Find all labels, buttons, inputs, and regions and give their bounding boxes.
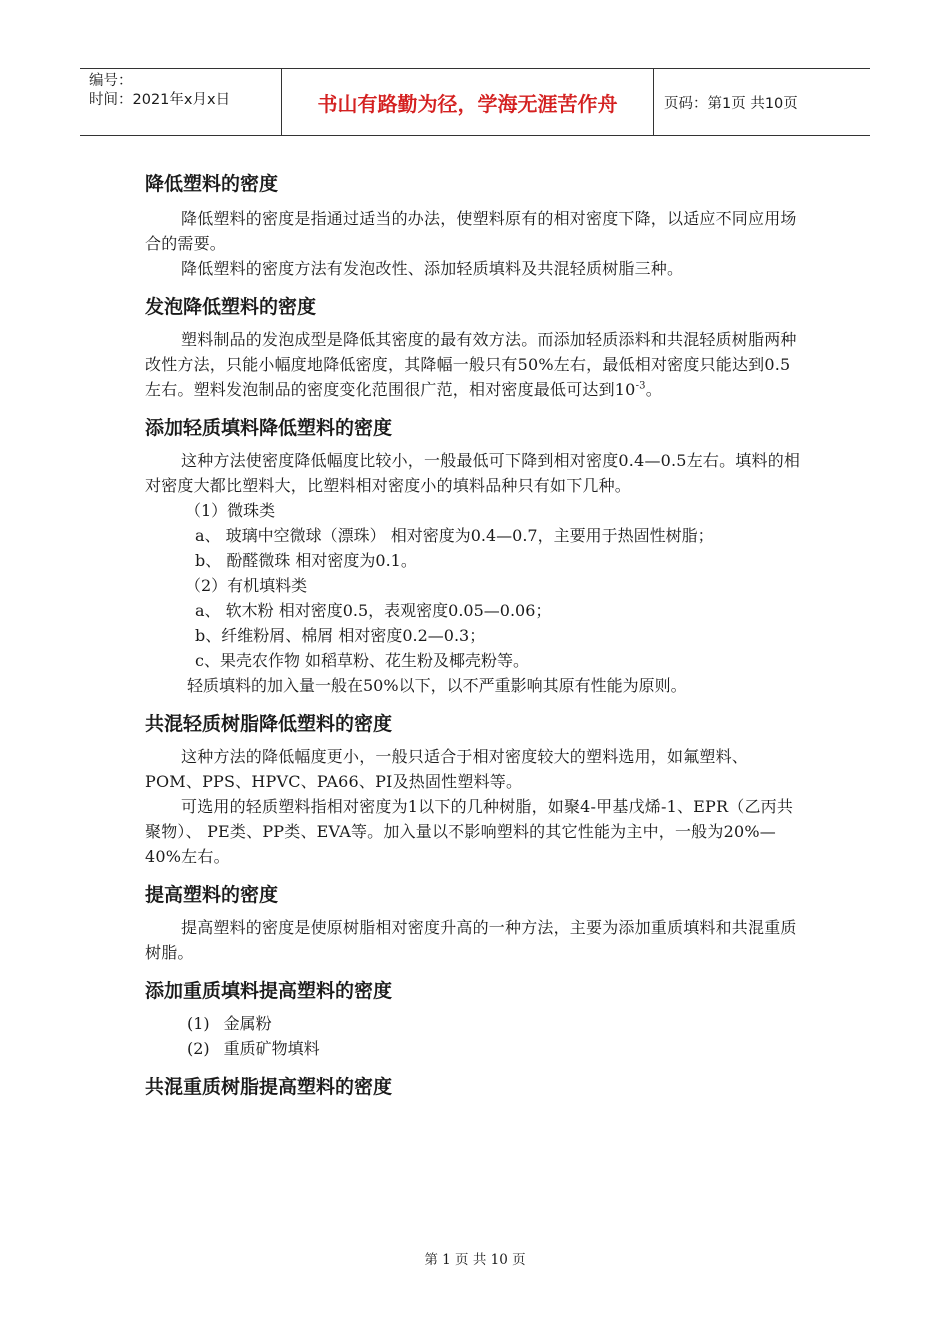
header-motto: 书山有路勤为径，学海无涯苦作舟	[282, 69, 654, 135]
page-header	[80, 68, 870, 136]
list-number: (1)	[187, 1014, 210, 1033]
list-item: b、纤维粉屑、棉屑 相对密度0.2—0.3；	[195, 626, 486, 645]
list-item	[145, 1011, 805, 1036]
list-item: a、 玻璃中空微球（漂珠） 相对密度为0.4—0.7，主要用于热固性树脂；	[195, 526, 714, 545]
paragraph: 这种方法使密度降低幅度比较小，一般最低可下降到相对密度0.4—0.5左右。填料的相对密度大都比塑料大，比塑料相对密度小的填料品种只有如下几种。	[145, 451, 801, 495]
section-title-2: 发泡降低塑料的密度	[145, 296, 317, 318]
section-title-6: 添加重质填料提高塑料的密度	[145, 980, 393, 1002]
list-category: （1）微珠类	[185, 501, 276, 520]
paragraph: 降低塑料的密度方法有发泡改性、添加轻质填料及共混轻质树脂三种。	[181, 259, 684, 278]
section-title-1: 降低塑料的密度	[145, 173, 279, 195]
note-text: 轻质填料的加入量一般在50%以下，以不严重影响其原有性能为原则。	[187, 676, 687, 695]
list-item: a、 软木粉 相对密度0.5，表观密度0.05—0.06；	[195, 601, 552, 620]
document-body	[145, 170, 805, 1107]
paragraph-text: 塑料制品的发泡成型是降低其密度的最有效方法。而添加轻质添料和共混轻质树脂两种改性方法，只能小幅度地降低密度，其降幅一般只有50%左右，最低相对密度只能达到0.5左右。塑料发泡制品的密度变化范围很广范，相对密度最低可达到10	[145, 330, 797, 399]
paragraph	[145, 327, 805, 402]
section-title-3: 添加轻质填料降低塑料的密度	[145, 417, 393, 439]
list-item: b、 酚醛微珠 相对密度为0.1。	[195, 551, 417, 570]
paragraph: 降低塑料的密度是指通过适当的办法，使塑料原有的相对密度下降，以适应不同应用场合的需要。	[145, 209, 797, 253]
superscript: -3	[635, 380, 646, 392]
list-category: （2）有机填料类	[185, 576, 308, 595]
header-time: 时间：2021年x月x日	[89, 92, 231, 108]
list-text: 金属粉	[223, 1014, 272, 1033]
page-footer: 第 1 页 共 10 页	[424, 1252, 526, 1268]
paragraph: 这种方法的降低幅度更小，一般只适合于相对密度较大的塑料选用，如氟塑料、POM、PPS、HPVC、PA66、PI及热固性塑料等。	[145, 747, 749, 791]
paragraph-end: 。	[645, 380, 662, 399]
paragraph: 可选用的轻质塑料指相对密度为1以下的几种树脂，如聚4-甲基戊烯-1、EPR（乙丙共聚物）、 PE类、PP类、EVA等。加入量以不影响塑料的其它性能为主中，一般为20%—40%左右。	[145, 797, 794, 866]
header-page-info: 页码：第1页 共10页	[664, 95, 798, 112]
section-title-7: 共混重质树脂提高塑料的密度	[145, 1076, 393, 1098]
header-number: 编号：	[89, 73, 133, 89]
list-text: 重质矿物填料	[223, 1039, 320, 1058]
list-item: c、果壳农作物 如稻草粉、花生粉及椰壳粉等。	[195, 651, 530, 670]
paragraph: 提高塑料的密度是使原树脂相对密度升高的一种方法，主要为添加重质填料和共混重质树脂。	[145, 918, 797, 962]
section-title-4: 共混轻质树脂降低塑料的密度	[145, 713, 393, 735]
section-title-5: 提高塑料的密度	[145, 884, 279, 906]
header-meta-cell	[80, 69, 282, 135]
list-item	[145, 1036, 805, 1061]
list-number: (2)	[187, 1039, 210, 1058]
